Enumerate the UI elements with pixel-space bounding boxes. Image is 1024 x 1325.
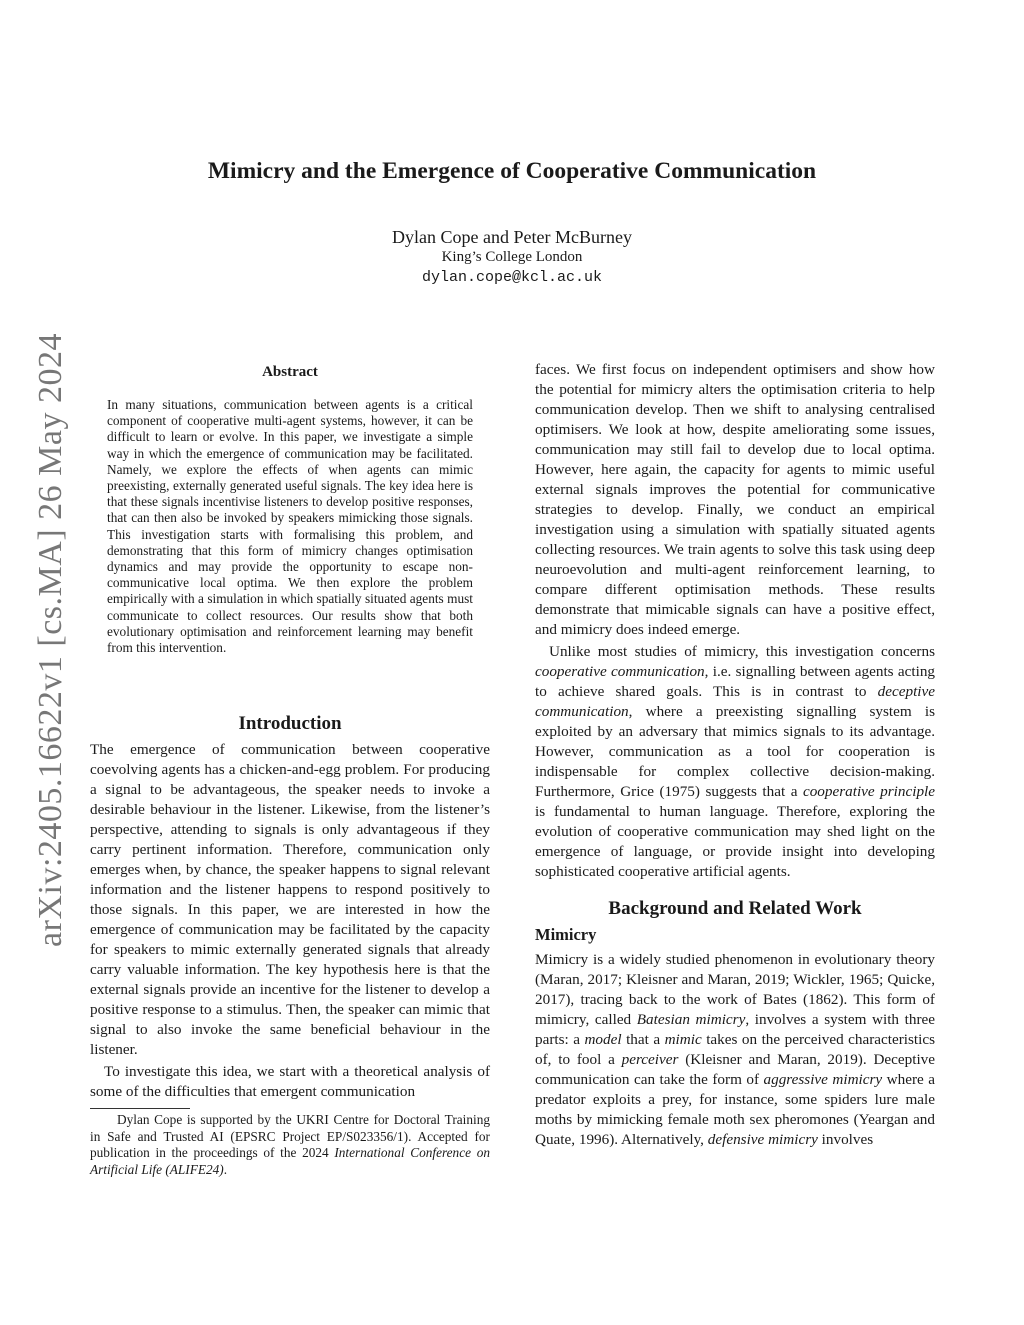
p3-text-c: , where a preexisting signalling system is exploited by an adversary that mimics signals to its advantage. However, communication as a tool for cooperation is indispensable for complex collective decision-making. Furthermore, Grice (1975) suggests that a — [535, 703, 935, 800]
footnote-text: Dylan Cope is supported by the UKRI Centre for Doctoral Training in Safe and Trusted AI (EPSRC Project EP/S023356/1). Accepted for publication in the proceedings of the 2024 — [90, 1112, 490, 1160]
footnote-end: . — [223, 1161, 228, 1177]
p3-text-b: , i.e. signalling between agents acting to achieve shared goals. This is in contrast to — [535, 663, 936, 700]
paper-title: Mimicry and the Emergence of Cooperative Communication — [207, 158, 817, 184]
mimicry-text-c: that a — [621, 1031, 665, 1048]
p3-term-cooperative: cooperative communication — [535, 663, 705, 680]
mimicry-text-g: involves — [817, 1131, 874, 1148]
p3-term-principle: cooperative principle — [802, 783, 935, 800]
right-column — [535, 360, 935, 1150]
author-email[interactable]: dylan.cope@kcl.ac.uk — [421, 269, 603, 286]
term-model: model — [584, 1031, 622, 1048]
intro-paragraph-1: The emergence of communication between cooperative coevolving agents has a chicken-and-egg problem. For producing a signal to be advantageous, the speaker needs to invoke a desirable behaviour in the listener. Likewise, from the listener’s perspective, attending to signals is only advantageous if they carry pertinent information. Therefore, communication only emerges when, by chance, the speaker happens to signal relevant information and the listener happens to respond positively to those signals. In this paper, we are interested in how the emergence of communication may be facilitated by the capacity for speakers to mimic externally generated signals that already carry valuable information. The key hypothesis here is that the external signals provide an incentive for the listener to develop a positive response to a stimulus. Then, the speaker can mimic that signal to also invoke the same beneficial behaviour in the listener. — [90, 741, 490, 1058]
intro-paragraph-3 — [535, 642, 935, 882]
term-batesian: Batesian mimicry — [636, 1011, 746, 1028]
abstract-text: In many situations, communication between agents is a critical component of cooperative multi-agent systems, however, it can be difficult to learn or evolve. In this paper, we investigate a simple way in which the emergence of communication may be facilitated. Namely, we explore the effects of when agents can mimic preexisting, externally generated useful signals. The key idea here is that these signals incentivise listeners to develop positive responses, that can then also be invoked by speakers mimicking those signals. This investigation starts with formalising this problem, and demonstrating that this form of mimicry changes optimisation dynamics and may provide the opportunity to escape non-communicative local optima. We then explore the problem empirically with a simulation in which spatially situated agents must communicate to collect resources. Our results show that both evolutionary optimisation and reinforcement learning may benefit from this intervention. — [107, 397, 473, 656]
mimicry-text-e: (Kleisner and Maran, 2019). Deceptive communication can take the form of — [535, 1051, 935, 1088]
left-column — [90, 713, 490, 1102]
introduction-heading: Introduction — [238, 713, 342, 734]
mimicry-text-b: , involves a system with three parts: a — [535, 1011, 935, 1048]
mimicry-text-a: Mimicry is a widely studied phenomenon in evolutionary theory (Maran, 2017; Kleisner and Maran, 2019; Wickler, 1965; Quicke, 2017), tracing back to the work of Bates (1862). This form of mimicry, called — [535, 951, 935, 1028]
p3-term-deceptive: deceptive communication — [535, 683, 935, 720]
footnote-divider — [90, 1108, 190, 1109]
term-perceiver: perceiver — [621, 1051, 679, 1068]
p3-text-d: is fundamental to human language. Therefore, exploring the evolution of cooperative communication may shed light on the emergence of language, or provide insight into developing sophisticated cooperative artificial agents. — [535, 803, 935, 880]
abstract-heading: Abstract — [262, 364, 318, 380]
intro-paragraph-2-continued: faces. We first focus on independent optimisers and show how the potential for mimicry alters the optimisation criteria to help communication develop. Then we shift to analysing centralised optimisers. We look at how, despite ameliorating some issues, communication may still fail to develop due to local optima. However, here again, the capacity for agents to mimic useful external signals improves the potential for communicative strategies to develop. Finally, we conduct an empirical investigation using a simulation with spatially situated agents collecting resources. We train agents to solve this task using deep neuroevolution and multi-agent reinforcement learning, to compare different optimisation methods. These results demonstrate that mimicable signals can have a positive effect, and mimicry does indeed emerge. — [535, 361, 935, 638]
footnote-venue: International Conference on Artificial Life (ALIFE24) — [90, 1145, 490, 1177]
mimicry-text-f: where a predator exploits a prey, for instance, some spiders lure male moths by mimicking female moth sex pheromones (Yeargan and Quate, 1996). Alternatively, — [535, 1071, 935, 1148]
term-mimic: mimic — [664, 1031, 702, 1048]
authors: Dylan Cope and Peter McBurney — [392, 227, 632, 247]
affiliation: King’s College London — [441, 249, 583, 265]
intro-paragraph-2: To investigate this idea, we start with a theoretical analysis of some of the difficulties that emergent communication — [90, 1063, 490, 1100]
term-aggressive: aggressive mimicry — [763, 1071, 883, 1088]
arxiv-id[interactable]: arXiv:2405.16622v1 [cs.MA] 26 May 2024 — [32, 333, 69, 947]
arxiv-watermark — [28, 335, 74, 945]
mimicry-subheading: Mimicry — [535, 925, 597, 944]
mimicry-paragraph — [535, 950, 935, 1150]
footnote — [90, 1112, 490, 1178]
term-defensive: defensive mimicry — [707, 1131, 818, 1148]
p3-text-a: Unlike most studies of mimicry, this investigation concerns — [549, 643, 935, 660]
background-heading: Background and Related Work — [608, 898, 862, 919]
abstract-section — [107, 364, 473, 656]
mimicry-text-d: takes on the perceived characteristics of, to fool a — [535, 1031, 936, 1068]
